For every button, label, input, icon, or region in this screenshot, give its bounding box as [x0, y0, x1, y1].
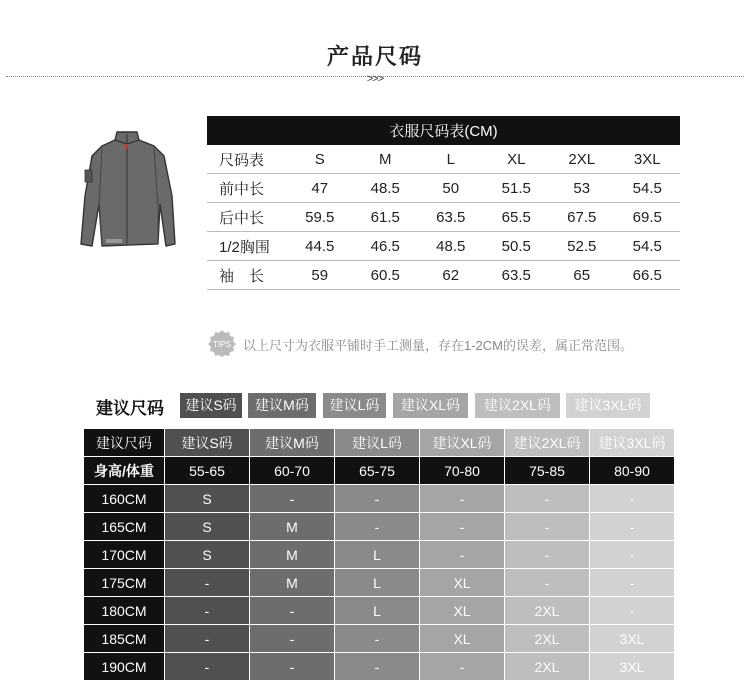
table-cell: 67.5 [549, 203, 615, 232]
height-label: 160CM [84, 485, 165, 513]
table-cell: - [505, 485, 590, 513]
table-cell: S [165, 541, 250, 569]
legend-item-2xl: 建议2XL码 [475, 393, 560, 418]
table-cell: 59.5 [287, 203, 353, 232]
table-cell: 66.5 [615, 261, 681, 290]
column-header: XL [484, 145, 550, 174]
table-row [84, 541, 675, 569]
legend-item-m: 建议M码 [248, 393, 316, 418]
table-cell: - [250, 485, 335, 513]
jacket-illustration [72, 126, 182, 256]
height-label: 180CM [84, 597, 165, 625]
height-label: 165CM [84, 513, 165, 541]
column-header: 建议XL码 [420, 429, 505, 457]
column-header: 建议M码 [250, 429, 335, 457]
range-cell: 60-70 [250, 457, 335, 485]
table-cell: 65 [549, 261, 615, 290]
row-label: 袖 长 [207, 261, 287, 290]
table-cell: 2XL [505, 597, 590, 625]
table-cell: - [590, 569, 675, 597]
tips-badge-icon [207, 329, 237, 357]
table-cell: - [590, 541, 675, 569]
table-row [84, 513, 675, 541]
size-table-header-row [207, 145, 680, 174]
table-row [84, 625, 675, 653]
column-header: 3XL [615, 145, 681, 174]
height-label: 175CM [84, 569, 165, 597]
table-cell: 3XL [590, 625, 675, 653]
table-cell: 63.5 [418, 203, 484, 232]
column-header: 尺码表 [207, 145, 287, 174]
column-header: L [418, 145, 484, 174]
table-cell: - [420, 513, 505, 541]
table-cell: 3XL [590, 653, 675, 681]
height-label: 185CM [84, 625, 165, 653]
tips-text: 以上尺寸为衣服平铺时手工测量，存在1-2CM的误差，属正常范围。 [243, 338, 634, 353]
table-cell: - [165, 597, 250, 625]
table-cell: - [250, 653, 335, 681]
table-cell: M [250, 541, 335, 569]
table-cell: 46.5 [353, 232, 419, 261]
table-cell: - [335, 513, 420, 541]
column-header: 建议S码 [165, 429, 250, 457]
recommend-header-row [84, 429, 675, 457]
range-cell: 70-80 [420, 457, 505, 485]
tips-note [207, 329, 687, 357]
table-row [84, 653, 675, 681]
recommend-table [83, 428, 675, 681]
table-cell: - [420, 541, 505, 569]
table-cell: XL [420, 569, 505, 597]
table-cell: - [505, 541, 590, 569]
table-cell: - [505, 513, 590, 541]
range-cell: 55-65 [165, 457, 250, 485]
range-cell: 75-85 [505, 457, 590, 485]
table-cell: 62 [418, 261, 484, 290]
table-cell: - [335, 653, 420, 681]
legend-item-s: 建议S码 [180, 393, 242, 418]
table-cell: - [335, 485, 420, 513]
table-cell: 54.5 [615, 232, 681, 261]
chevron-arrows-icon: >>> [366, 73, 384, 85]
table-cell: 52.5 [549, 232, 615, 261]
table-cell: - [420, 653, 505, 681]
range-label: 身高/体重 [84, 457, 165, 485]
table-cell: 50 [418, 174, 484, 203]
tips-badge-label: TIPS [213, 340, 231, 349]
table-cell: 53 [549, 174, 615, 203]
table-cell: - [165, 569, 250, 597]
column-header: 建议尺码 [84, 429, 165, 457]
column-header: 建议2XL码 [505, 429, 590, 457]
table-row [207, 232, 680, 261]
table-cell: 61.5 [353, 203, 419, 232]
table-cell: XL [420, 625, 505, 653]
table-cell: 48.5 [418, 232, 484, 261]
table-cell: 59 [287, 261, 353, 290]
column-header: M [353, 145, 419, 174]
table-cell: 60.5 [353, 261, 419, 290]
table-cell: 2XL [505, 625, 590, 653]
table-cell: 65.5 [484, 203, 550, 232]
table-cell: 51.5 [484, 174, 550, 203]
range-row [84, 457, 675, 485]
table-cell: 2XL [505, 653, 590, 681]
table-cell: 69.5 [615, 203, 681, 232]
table-cell: - [165, 653, 250, 681]
table-row [84, 569, 675, 597]
table-row [84, 597, 675, 625]
table-row [207, 203, 680, 232]
table-row [207, 174, 680, 203]
table-cell: L [335, 597, 420, 625]
table-cell: 54.5 [615, 174, 681, 203]
table-cell: 50.5 [484, 232, 550, 261]
size-table [207, 116, 680, 290]
table-cell: M [250, 569, 335, 597]
table-cell: L [335, 569, 420, 597]
table-cell: S [165, 513, 250, 541]
table-cell: - [335, 625, 420, 653]
legend-item-l: 建议L码 [323, 393, 386, 418]
range-cell: 80-90 [590, 457, 675, 485]
size-table-caption: 衣服尺码表(CM) [207, 116, 680, 145]
table-cell: - [250, 597, 335, 625]
table-cell: - [505, 569, 590, 597]
row-label: 前中长 [207, 174, 287, 203]
height-label: 170CM [84, 541, 165, 569]
table-cell: 44.5 [287, 232, 353, 261]
column-header: S [287, 145, 353, 174]
table-cell: - [590, 485, 675, 513]
table-cell: - [420, 485, 505, 513]
table-cell: - [165, 625, 250, 653]
table-cell: - [590, 513, 675, 541]
range-cell: 65-75 [335, 457, 420, 485]
table-row [84, 485, 675, 513]
table-cell: XL [420, 597, 505, 625]
recommend-title: 建议尺码 [96, 399, 164, 418]
table-cell: 48.5 [353, 174, 419, 203]
table-cell: 47 [287, 174, 353, 203]
height-label: 190CM [84, 653, 165, 681]
table-cell: S [165, 485, 250, 513]
table-cell: - [250, 625, 335, 653]
table-cell: M [250, 513, 335, 541]
table-row [207, 261, 680, 290]
table-cell: L [335, 541, 420, 569]
legend-item-3xl: 建议3XL码 [566, 393, 650, 418]
row-label: 后中长 [207, 203, 287, 232]
column-header: 建议3XL码 [590, 429, 675, 457]
table-cell: 63.5 [484, 261, 550, 290]
column-header: 建议L码 [335, 429, 420, 457]
table-cell: - [590, 597, 675, 625]
page-title: 产品尺码 [326, 44, 423, 69]
row-label: 1/2胸围 [207, 232, 287, 261]
column-header: 2XL [549, 145, 615, 174]
legend-item-xl: 建议XL码 [393, 393, 468, 418]
